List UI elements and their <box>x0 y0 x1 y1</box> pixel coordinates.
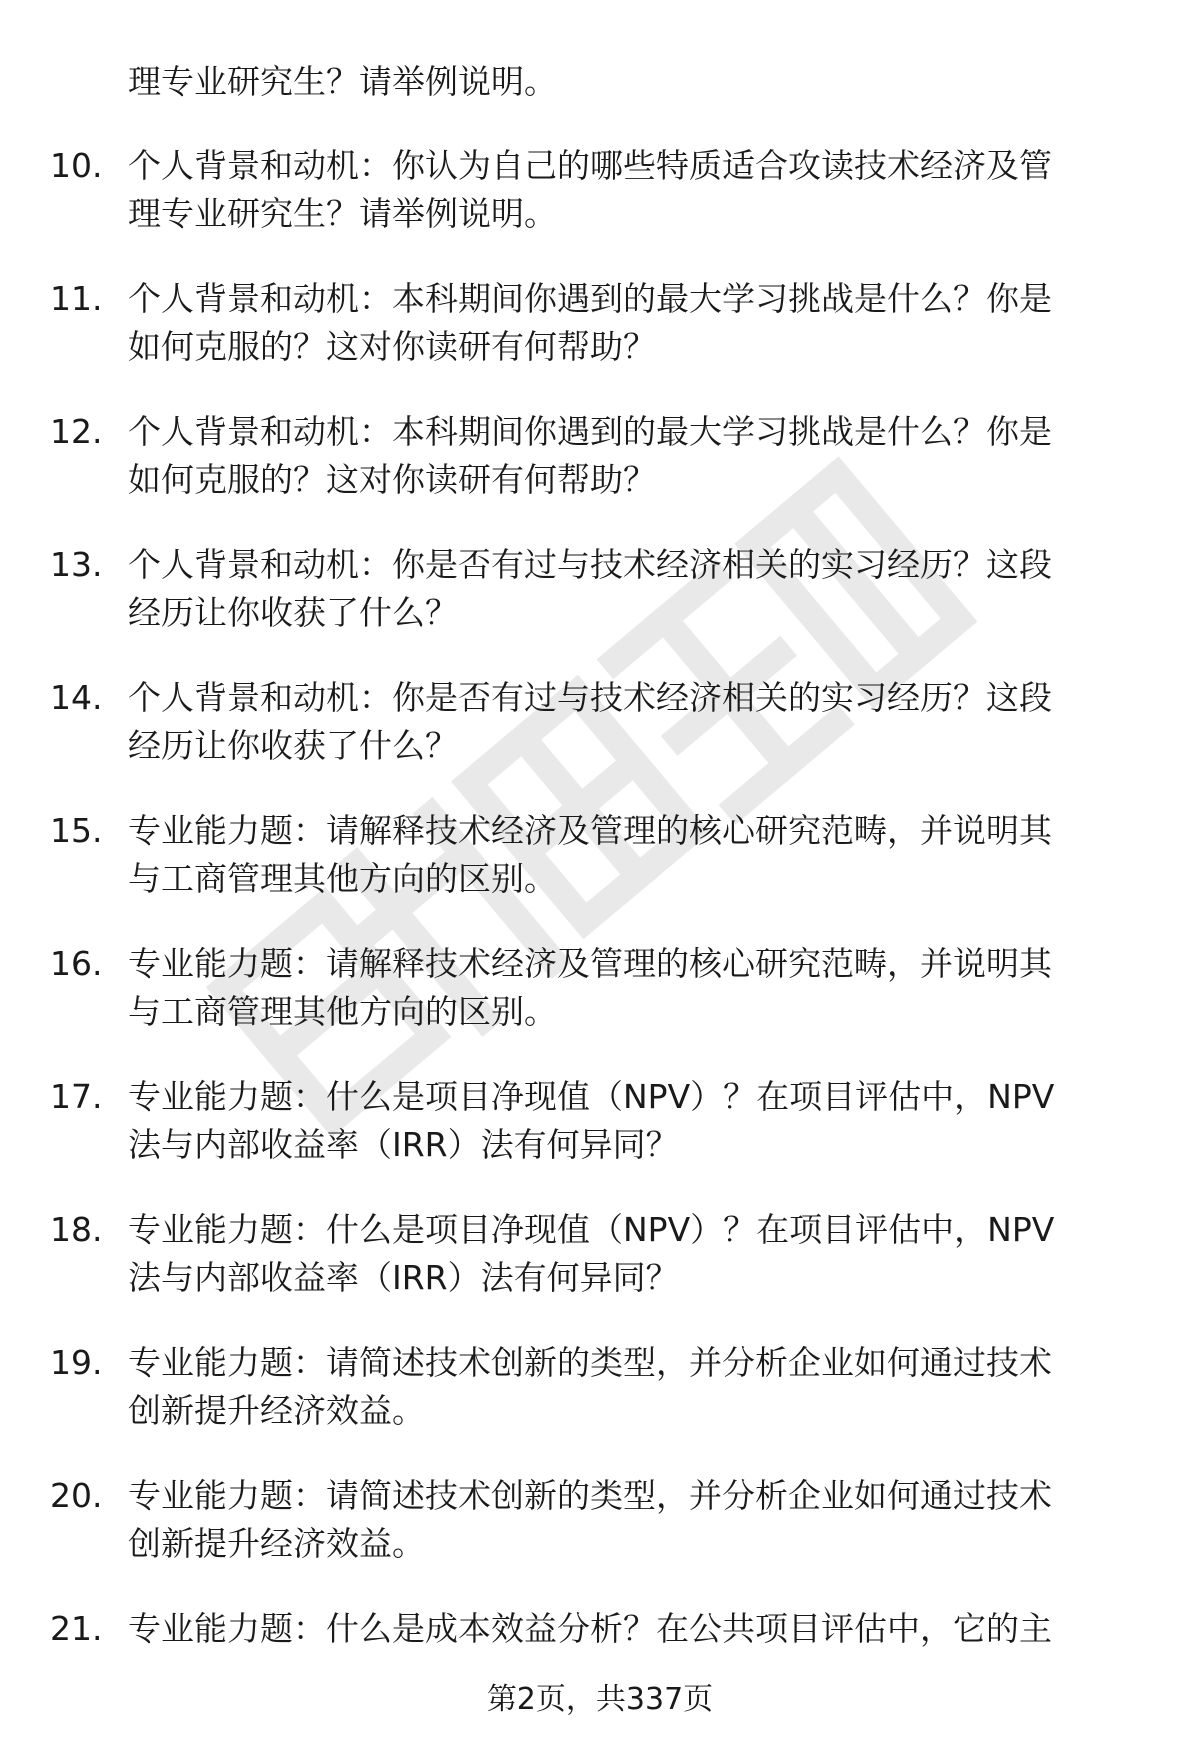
question-text <box>128 1206 1148 1302</box>
page-footer: 第2页，共337页 <box>486 1682 714 1717</box>
question-text-line: 专业能力题：什么是成本效益分析？在公共项目评估中，它的主 <box>128 1609 1052 1648</box>
question-text-line: 专业能力题：请解释技术经济及管理的核心研究范畴，并说明其 <box>128 811 1052 850</box>
question-text <box>128 142 1148 238</box>
question-number: 19. <box>50 1343 103 1382</box>
question-number: 12. <box>50 412 103 451</box>
question-text-line: 经历让你收获了什么？ <box>128 726 458 765</box>
question-number: 18. <box>50 1210 103 1249</box>
question-number: 17. <box>50 1077 103 1116</box>
question-item <box>0 807 1200 940</box>
question-item <box>0 275 1200 408</box>
question-text-line: 如何克服的？这对你读研有何帮助？ <box>128 327 656 366</box>
question-item <box>0 940 1200 1073</box>
question-text <box>128 275 1148 371</box>
question-text-line: 经历让你收获了什么？ <box>128 593 458 632</box>
question-text-line: 法与内部收益率（IRR）法有何异同？ <box>128 1125 679 1164</box>
question-text-line: 个人背景和动机：你是否有过与技术经济相关的实习经历？这段 <box>128 678 1052 717</box>
question-text <box>128 674 1148 770</box>
question-text-line: 理专业研究生？请举例说明。 <box>128 194 557 233</box>
continued-question-line: 理专业研究生？请举例说明。 <box>128 62 557 101</box>
question-number: 15. <box>50 811 103 850</box>
question-number: 11. <box>50 279 103 318</box>
question-item <box>0 142 1200 275</box>
question-number: 20. <box>50 1476 103 1515</box>
question-text <box>128 1605 1148 1653</box>
question-number: 14. <box>50 678 103 717</box>
question-item <box>0 1073 1200 1206</box>
question-text-line: 个人背景和动机：本科期间你遇到的最大学习挑战是什么？你是 <box>128 412 1052 451</box>
question-text-line: 如何克服的？这对你读研有何帮助？ <box>128 460 656 499</box>
question-item <box>0 408 1200 541</box>
question-number: 16. <box>50 944 103 983</box>
question-text-line: 创新提升经济效益。 <box>128 1524 425 1563</box>
question-item <box>0 1206 1200 1339</box>
question-item <box>0 541 1200 674</box>
question-list <box>0 142 1200 1738</box>
question-text-line: 创新提升经济效益。 <box>128 1391 425 1430</box>
question-text-line: 专业能力题：请简述技术创新的类型，并分析企业如何通过技术 <box>128 1476 1052 1515</box>
question-text <box>128 940 1148 1036</box>
question-text <box>128 541 1148 637</box>
question-text <box>128 1339 1148 1435</box>
question-text-line: 法与内部收益率（IRR）法有何异同？ <box>128 1258 679 1297</box>
question-number: 10. <box>50 146 103 185</box>
question-text-line: 专业能力题：请简述技术创新的类型，并分析企业如何通过技术 <box>128 1343 1052 1382</box>
question-text-line: 个人背景和动机：你认为自己的哪些特质适合攻读技术经济及管 <box>128 146 1052 185</box>
question-text-line: 个人背景和动机：本科期间你遇到的最大学习挑战是什么？你是 <box>128 279 1052 318</box>
question-item <box>0 1339 1200 1472</box>
question-text <box>128 807 1148 903</box>
question-text <box>128 1472 1148 1568</box>
question-text-line: 与工商管理其他方向的区别。 <box>128 992 557 1031</box>
question-number: 13. <box>50 545 103 584</box>
question-text-line: 专业能力题：请解释技术经济及管理的核心研究范畴，并说明其 <box>128 944 1052 983</box>
question-text-line: 与工商管理其他方向的区别。 <box>128 859 557 898</box>
question-text-line: 专业能力题：什么是项目净现值（NPV）？在项目评估中，NPV <box>128 1210 1055 1249</box>
question-text-line: 专业能力题：什么是项目净现值（NPV）？在项目评估中，NPV <box>128 1077 1055 1116</box>
question-text-line: 个人背景和动机：你是否有过与技术经济相关的实习经历？这段 <box>128 545 1052 584</box>
question-item <box>0 1472 1200 1605</box>
question-text <box>128 1073 1148 1169</box>
question-text <box>128 408 1148 504</box>
question-item <box>0 674 1200 807</box>
question-number: 21. <box>50 1609 103 1648</box>
